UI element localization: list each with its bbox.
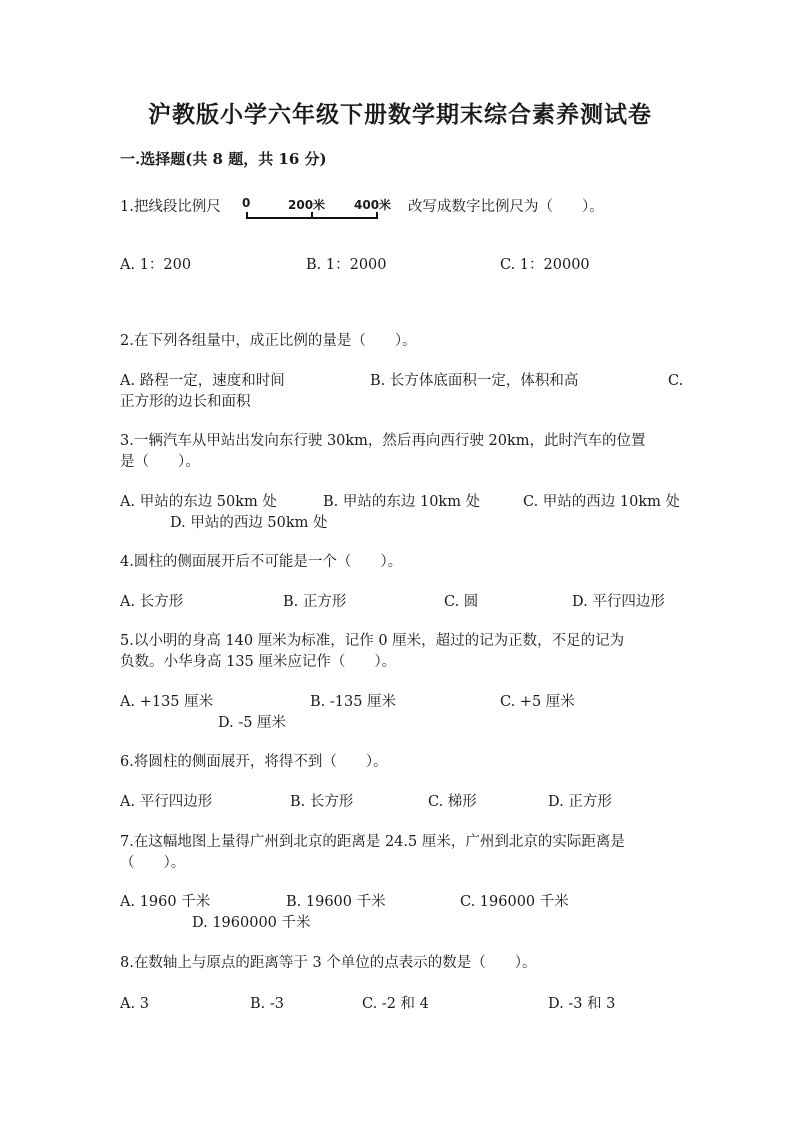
page-title: 沪教版小学六年级下册数学期末综合素养测试卷 bbox=[148, 101, 652, 128]
scale-bar-label-400: 400米 bbox=[354, 198, 392, 212]
question-5-stem-line-2: 负数。小华身高 135 厘米应记作（ ）。 bbox=[120, 654, 397, 670]
question-2-option-c[interactable]: C. bbox=[668, 373, 684, 389]
question-7-option-a[interactable]: A. 1960 千米 bbox=[120, 894, 211, 910]
question-6-option-b[interactable]: B. 长方形 bbox=[290, 794, 354, 810]
question-2-stem: 2.在下列各组量中，成正比例的量是（ ）。 bbox=[120, 333, 417, 349]
question-7-option-c[interactable]: C. 196000 千米 bbox=[460, 894, 569, 910]
section-heading: 一.选择题(共 8 题，共 16 分) bbox=[120, 150, 327, 168]
question-8-option-c[interactable]: C. -2 和 4 bbox=[362, 996, 429, 1012]
scale-bar-tick-start bbox=[246, 212, 248, 219]
question-7-option-d[interactable]: D. 1960000 千米 bbox=[192, 915, 311, 931]
question-1-option-c[interactable]: C. 1：20000 bbox=[500, 257, 590, 273]
question-8-option-b[interactable]: B. -3 bbox=[250, 996, 284, 1012]
question-4-option-c[interactable]: C. 圆 bbox=[444, 594, 479, 610]
question-6-option-c[interactable]: C. 梯形 bbox=[428, 794, 477, 810]
question-1-stem-suffix: 改写成数字比例尺为（ ）。 bbox=[408, 199, 604, 215]
question-5-option-d[interactable]: D. -5 厘米 bbox=[218, 715, 287, 731]
question-8-option-d[interactable]: D. -3 和 3 bbox=[548, 996, 616, 1012]
question-5-option-a[interactable]: A. +135 厘米 bbox=[120, 694, 214, 710]
question-8-stem: 8.在数轴上与原点的距离等于 3 个单位的点表示的数是（ ）。 bbox=[120, 955, 537, 971]
question-6-option-a[interactable]: A. 平行四边形 bbox=[120, 794, 213, 810]
question-3-option-c[interactable]: C. 甲站的西边 10km 处 bbox=[523, 494, 681, 510]
question-7-stem-line-1: 7.在这幅地图上量得广州到北京的距离是 24.5 厘米，广州到北京的实际距离是 bbox=[120, 834, 625, 850]
scale-bar-label-200: 200米 bbox=[288, 198, 326, 212]
scale-bar-label-0: 0 bbox=[242, 196, 251, 210]
question-3-stem-line-1: 3.一辆汽车从甲站出发向东行驶 30km，然后再向西行驶 20km，此时汽车的位置 bbox=[120, 433, 646, 449]
question-3-option-b[interactable]: B. 甲站的东边 10km 处 bbox=[323, 494, 481, 510]
question-4-option-b[interactable]: B. 正方形 bbox=[283, 594, 347, 610]
question-3-stem-line-2: 是（ ）。 bbox=[120, 454, 200, 470]
question-4-option-d[interactable]: D. 平行四边形 bbox=[572, 594, 665, 610]
question-6-stem: 6.将圆柱的侧面展开，将得不到（ ）。 bbox=[120, 754, 388, 770]
question-5-option-c[interactable]: C. +5 厘米 bbox=[500, 694, 575, 710]
scale-bar-tick-middle bbox=[311, 212, 313, 219]
question-2-option-a[interactable]: A. 路程一定，速度和时间 bbox=[120, 373, 285, 389]
question-7-option-b[interactable]: B. 19600 千米 bbox=[286, 894, 386, 910]
question-1-option-b[interactable]: B. 1：2000 bbox=[306, 257, 387, 273]
question-4-stem: 4.圆柱的侧面展开后不可能是一个（ ）。 bbox=[120, 554, 403, 570]
question-5-option-b[interactable]: B. -135 厘米 bbox=[310, 694, 397, 710]
question-5-stem-line-1: 5.以小明的身高 140 厘米为标准，记作 0 厘米，超过的记为正数，不足的记为 bbox=[120, 633, 625, 649]
scale-bar-figure bbox=[238, 192, 398, 226]
question-6-option-d[interactable]: D. 正方形 bbox=[548, 794, 612, 810]
question-7-stem-line-2: （ ）。 bbox=[120, 855, 186, 871]
question-2-option-b[interactable]: B. 长方体底面积一定，体积和高 bbox=[370, 373, 579, 389]
question-3-option-a[interactable]: A. 甲站的东边 50km 处 bbox=[120, 494, 277, 510]
question-4-option-a[interactable]: A. 长方形 bbox=[120, 594, 184, 610]
question-3-option-d[interactable]: D. 甲站的西边 50km 处 bbox=[170, 515, 328, 531]
scale-bar-tick-end bbox=[376, 212, 378, 219]
question-8-option-a[interactable]: A. 3 bbox=[120, 996, 149, 1012]
question-1-stem-prefix: 1.把线段比例尺 bbox=[120, 199, 221, 215]
question-2-option-c-text[interactable]: 正方形的边长和面积 bbox=[120, 394, 251, 410]
question-1-option-a[interactable]: A. 1：200 bbox=[120, 257, 192, 273]
